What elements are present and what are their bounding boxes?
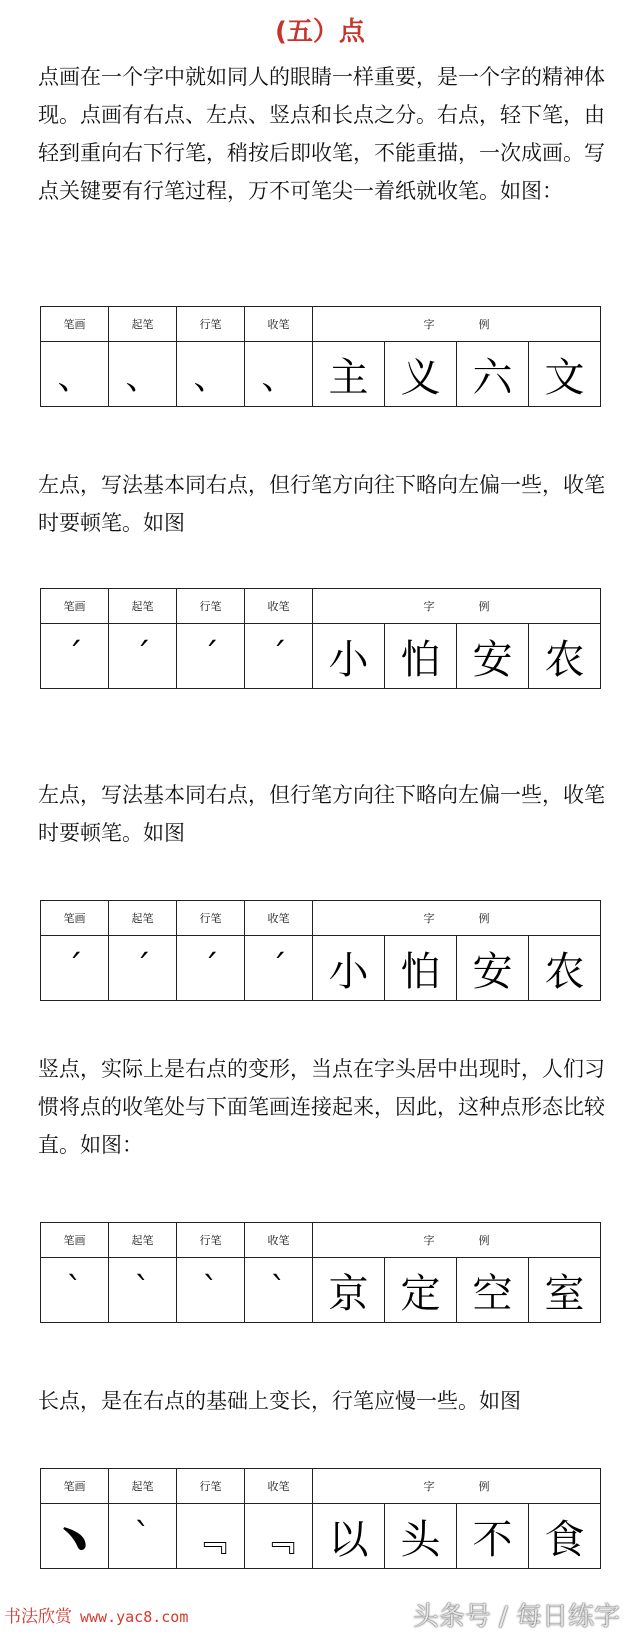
stroke-start-sample: ˋ: [109, 1258, 177, 1323]
header-stroke: 笔画: [41, 307, 109, 342]
header-move: 行笔: [177, 1469, 245, 1504]
example-char: 小: [313, 936, 385, 1001]
left-dot-paragraph-repeat: 左点，写法基本同右点，但行笔方向往下略向左偏一些，收笔时要顿笔。如图: [38, 783, 605, 845]
example-char: 定: [385, 1258, 457, 1323]
example-char: 不: [457, 1504, 529, 1569]
example-char: 文: [529, 342, 601, 407]
stroke-end-sample: ˋ: [245, 1258, 313, 1323]
header-start: 起笔: [109, 901, 177, 936]
header-move: 行笔: [177, 901, 245, 936]
header-move: 行笔: [177, 1223, 245, 1258]
intro-paragraph: 点画在一个字中就如同人的眼睛一样重要，是一个字的精神体现。点画有右点、左点、竖点和长点之分。右点，轻下笔，由轻到重向右下行笔，稍按后即收笔，不能重描，一次成画。写点关键要有行笔过程，万不可笔尖一着纸就收笔。如图：: [38, 65, 605, 203]
stroke-move-sample: 、: [177, 342, 245, 407]
site-url: www.yac8.com: [80, 1608, 189, 1626]
example-char: 室: [529, 1258, 601, 1323]
header-stroke: 笔画: [41, 589, 109, 624]
example-char: 空: [457, 1258, 529, 1323]
left-dot-paragraph: 左点，写法基本同右点，但行笔方向往下略向左偏一些，收笔时要顿笔。如图: [38, 473, 605, 535]
header-stroke: 笔画: [41, 901, 109, 936]
stroke-move-sample: ˊ: [177, 624, 245, 689]
example-char: 安: [457, 936, 529, 1001]
stroke-table-right-dot: [40, 306, 601, 407]
header-stroke: 笔画: [41, 1223, 109, 1258]
header-end: 收笔: [245, 307, 313, 342]
stroke-start-sample: ˊ: [109, 624, 177, 689]
stroke-move-sample: ﹃: [177, 1504, 245, 1569]
stroke-start-sample: ˊ: [109, 936, 177, 1001]
example-char: 六: [457, 342, 529, 407]
example-char: 怕: [385, 936, 457, 1001]
example-char: 主: [313, 342, 385, 407]
watermark: 头条号 / 每日练字: [412, 1602, 620, 1632]
example-char: 头: [385, 1504, 457, 1569]
example-char: 食: [529, 1504, 601, 1569]
site-name: 书法欣赏: [4, 1607, 72, 1627]
header-start: 起笔: [109, 307, 177, 342]
vertical-dot-paragraph: 竖点，实际上是右点的变形，当点在字头居中出现时，人们习惯将点的收笔处与下面笔画连接起来，因此，这种点形态比较直。如图：: [38, 1057, 605, 1157]
header-move: 行笔: [177, 307, 245, 342]
stroke-table-left-dot: [40, 588, 601, 689]
stroke-sample: ˊ: [41, 624, 109, 689]
header-examples: 字例: [313, 1223, 601, 1258]
header-examples: 字例: [313, 589, 601, 624]
header-move: 行笔: [177, 589, 245, 624]
header-start: 起笔: [109, 1469, 177, 1504]
stroke-end-sample: ˊ: [245, 936, 313, 1001]
footer: [0, 1592, 640, 1636]
stroke-end-sample: 、: [245, 342, 313, 407]
header-end: 收笔: [245, 901, 313, 936]
stroke-table-long-dot: [40, 1468, 601, 1569]
stroke-table-vertical-dot: [40, 1222, 601, 1323]
header-start: 起笔: [109, 589, 177, 624]
site-credit: [4, 1602, 188, 1627]
stroke-start-sample: 、: [109, 342, 177, 407]
section-title: (五）点: [275, 17, 365, 47]
header-end: 收笔: [245, 1469, 313, 1504]
example-char: 怕: [385, 624, 457, 689]
header-start: 起笔: [109, 1223, 177, 1258]
header-stroke: 笔画: [41, 1469, 109, 1504]
stroke-table-left-dot-repeat: [40, 900, 601, 1001]
stroke-move-sample: ˊ: [177, 936, 245, 1001]
stroke-move-sample: ˋ: [177, 1258, 245, 1323]
stroke-sample: ﹅: [41, 1504, 109, 1569]
stroke-end-sample: ﹃: [245, 1504, 313, 1569]
example-char: 以: [313, 1504, 385, 1569]
long-dot-paragraph: 长点，是在右点的基础上变长，行笔应慢一些。如图: [38, 1389, 521, 1413]
example-char: 小: [313, 624, 385, 689]
header-examples: 字例: [313, 901, 601, 936]
example-char: 京: [313, 1258, 385, 1323]
header-examples: 字例: [313, 307, 601, 342]
example-char: 农: [529, 624, 601, 689]
header-end: 收笔: [245, 1223, 313, 1258]
stroke-end-sample: ˊ: [245, 624, 313, 689]
example-char: 农: [529, 936, 601, 1001]
header-end: 收笔: [245, 589, 313, 624]
stroke-sample: 、: [41, 342, 109, 407]
header-examples: 字例: [313, 1469, 601, 1504]
example-char: 安: [457, 624, 529, 689]
example-char: 义: [385, 342, 457, 407]
stroke-sample: ˊ: [41, 936, 109, 1001]
stroke-sample: ˋ: [41, 1258, 109, 1323]
stroke-start-sample: ˋ: [109, 1504, 177, 1569]
